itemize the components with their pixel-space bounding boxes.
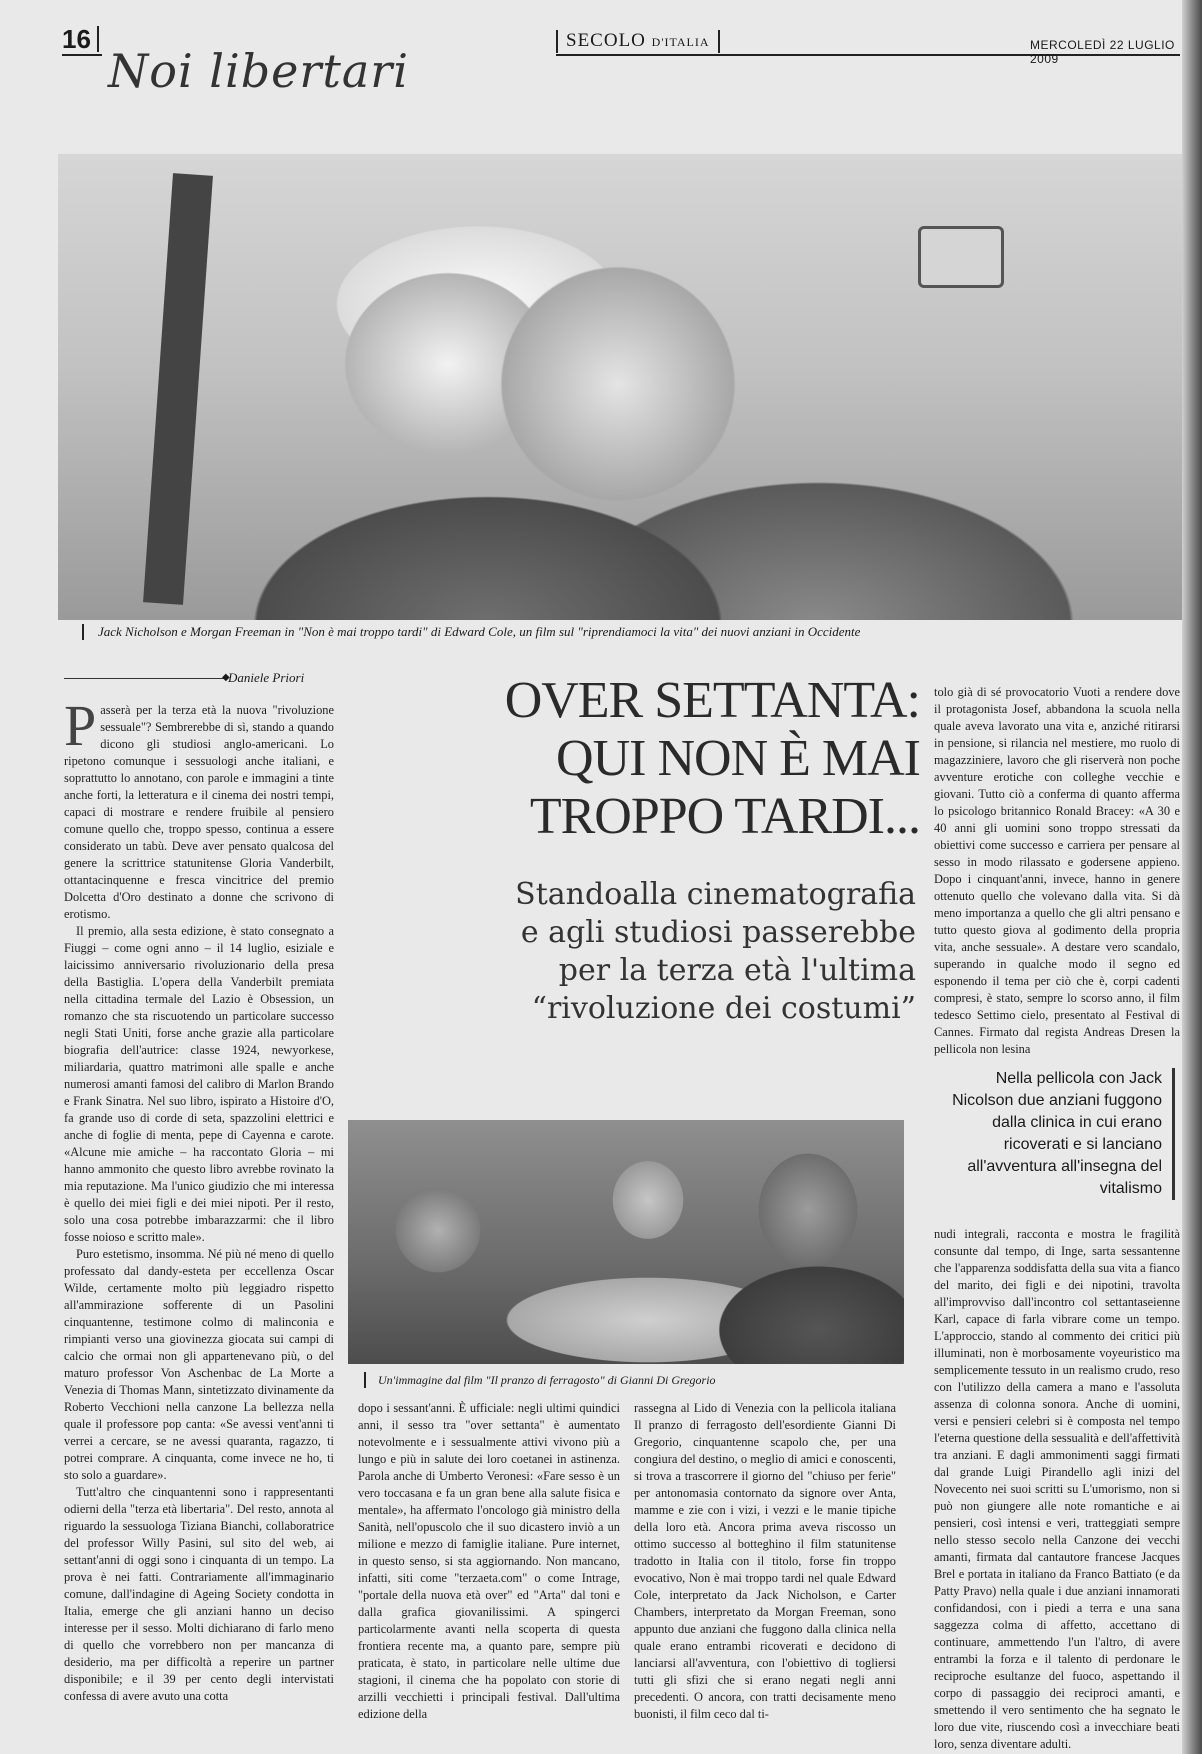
main-photo-caption: Jack Nicholson e Morgan Freeman in "Non è mai troppo tardi" di Edward Cole, un film sul "riprendiamoci la vita" dei nuovi anziani in Occidente <box>82 624 1098 640</box>
byline: Daniele Priori <box>228 670 305 685</box>
dateline: MERCOLEDÌ 22 LUGLIO 2009 <box>1030 38 1175 66</box>
paragraph: rassegna al Lido di Venezia con la pellicola italiana Il pranzo di ferragosto dell'esordiente Gianni Di Gregorio, cinquantenne scapolo che, per una congiura del destino, o meglio di amici e conoscenti, si trova a trascorrere il giorno del "chiuso per ferie" per antonomasia contornato da signore over Anta, mamme e zie con i vizi, i vezzi e le manie tipiche della loro età. Ancora prima aveva riscosso un ottimo successo al botteghino il film statunitense tradotto in Italia con il titolo, forse fin troppo evocativo, Non è mai troppo tardi nel quale Edward Cole, interpretato da Jack Nicholson, e Carter Chambers, interpretato da Morgan Freeman, sono appunto due anziani che fuggono dalla clinica nella quale erano entrambi ricoverati e decidono di lanciarsi all'avventura, con l'obiettivo di togliersi tutti gli sfizi che si erano negati negli anni precedenti. O ancora, con tratti decisamente meno buonisti, il film ceco dal ti- <box>634 1401 896 1721</box>
section-title: Noi libertari <box>108 44 409 98</box>
headline <box>440 672 920 846</box>
byline-rule <box>64 678 224 679</box>
photo-rifle-shape <box>143 173 213 605</box>
pull-quote: Nella pellicola con Jack Nicolson due anziani fuggono dalla clinica in cui erano ricoverati e si lanciano all'avventura all'insegna del vitalismo <box>946 1068 1175 1200</box>
article-column-right-top <box>934 684 1180 1056</box>
paragraph: asserà per la terza età la nuova "rivoluzione sessuale"? Sembrerebbe di sì, stando a quando dicono gli studiosi anglo-americani. Lo ripetono comunque i sessuologi anche italiani, e soprattutto lo annotano, con parole e immagini a tinte anche forti, la letteratura e il cinema dei nostri tempi, capaci di mostrare e rendere fruibile al pensiero comune quello che, troppo spesso, continua a essere considerato un tabù. Deve aver pensato qualcosa del genere la scrittrice statunitense Gloria Vanderbilt, ottantacinquenne e fresca vincitrice del premio Dolcetta d'Oro destinato a donne che scrivono di erotismo. <box>64 703 334 921</box>
masthead-main: SECOLO <box>566 30 646 51</box>
subhead-line-4: “rivoluzione dei costumi” <box>531 991 916 1026</box>
paragraph: nudi integrali, racconta e mostra le fragilità consunte dal tempo, di Inge, sarta sessantenne che l'apparenza soddisfatta della sua vita a fianco del marito, dei figli e dei nipotini, travolta all'improvviso dall'incontro col settantaseienne Karl, capace di farla vibrare come un tempo. L'approccio, stando al commento dei critici più illuminati, non è morbosamente voyeuristico ma semplicemente tessuto in un realismo crudo, reso con l'utilizzo della camera a mano e l'assoluta assenza di colonna sonora. Anche di uomini, versi e pensieri celebri si è composta nel tempo l'eterna questione della sessualità e dell'affettività tra anziani. E dagli ammonimenti saggi firmati dal grande Luigi Pirandello agli inizi del Novecento nei suoi scritti su L'umorismo, non si può non giungere alle note romantiche e ai pensieri, così intensi e veri, tratteggiati sempre nello stesso secolo nella Canzone dei vecchi amanti, firmata dal cantautore francese Jacques Brel e portata in italiano da Franco Battiato (e da Patty Pravo) nella quale i due anziani innamorati confidandosi, con i piedi a terra e una sana saggezza colma di affetto, accettano di continuare, ammettendo l'un l'altro, di avere entrambi la forza e il talento di perdonare le reciproche esultanze del fuoco, aspettando il corpo di passaggio dei reciproci amanti, e smettendo il vero sentimento che ha segnato le loro due vite, riuscendo così a invecchiare beati loro, senza diventare adulti. <box>934 1227 1180 1751</box>
paragraph: Puro estetismo, insomma. Né più né meno di quello professato dal dandy-esteta per eccellenza Oscar Wilde, certamente molto più leggiadro rispetto all'ammirazione sofferente di un Pasolini cinquantenne, testimone colmo di malinconia e rimpianti verso una giovinezza giocata sui campi di calcio che ormai non gli appartenevano più, o del maturo professor Von Aschenbac de La Morte a Venezia di Thomas Mann, sintetizzato divinamente da Roberto Vecchioni nella canzone La bellezza nella quale il professore pop canta: «Se avessi vent'anni ti verrei a cercare, se ne avessi quaranta, ragazzo, ti potrei comprare. A cinquanta, come invece ne ho, ti sto solo a guardare». <box>64 1247 334 1482</box>
subhead <box>456 876 916 1028</box>
headline-line-3: TROPPO TARDI... <box>529 788 920 845</box>
photo-camera-shape <box>918 226 1004 288</box>
article-column-right-bottom <box>934 1226 1180 1751</box>
article-column-4 <box>634 1400 896 1724</box>
paragraph: dopo i sessant'anni. È ufficiale: negli ultimi quindici anni, il sesso tra "over settanta" è aumentato notevolmente e i sessualmente attivi vivono più a lungo e più in salute dei loro coetanei in astinenza. Parola anche di Umberto Veronesi: «Fare sesso è un vero toccasana e fa un gran bene alla salute fisica e mentale», ha affermato l'oncologo già ministro della Sanità, nell'opuscolo che il suo dicastero inviò a un milione e mezzo di famiglie italiane. Pure internet, in questo senso, si sta aggiornando. Non mancano, infatti, siti come "terzaeta.com" o come Intrage, "portale della nuova età over" ed "Arta" dal toni e dalla grafica giovanilissimi. A spingerci particolarmente avanti nella scoperta di questa frontiera recente ma, a quanto pare, sempre più praticata, è stato, in particolare nelle ultime due stagioni, il cinema che ha popolato con storie di arzilli vecchietti i principali festival. Dall'ultima edizione della <box>358 1401 620 1721</box>
subhead-line-2: e agli studiosi passerebbe <box>520 915 916 950</box>
masthead <box>556 30 720 53</box>
page-spine-shadow <box>1182 0 1202 1754</box>
second-photo <box>348 1120 904 1364</box>
headline-line-2: QUI NON È MAI <box>556 730 920 787</box>
page-number: 16 <box>62 26 99 52</box>
drop-cap: P <box>64 693 97 758</box>
second-photo-caption: Un'immagine dal film "Il pranzo di ferragosto" di Gianni Di Gregorio <box>364 1372 898 1388</box>
paragraph: Il premio, alla sesta edizione, è stato consegnato a Fiuggi – come ogni anno – il 14 luglio, esiziale e laicissimo anniversario rivoluzionario della presa della Bastiglia. L'opera della Vanderbilt premiata nella cittadina termale del Lazio è Obsession, un romanzo che sta riscuotendo un particolare successo negli Stati Uniti, forse anche grazie alla particolare biografia dell'autrice: classe 1924, newyorkese, miliardaria, quattro matrimoni alle spalle e anche numerosi amanti famosi del calibro di Marlon Brando e Frank Sinatra. Nel suo libro, ispirato a Histoire d'O, fa grande uso di corde di seta, spazzolini elettrici e anche di foglie di menta, pepe di Cayenna e carote. «Alcune mie amiche – ha raccontato Gloria – mi hanno ammonito che questo libro avrebbe rovinato la mia reputazione. Ma l'unico giudizio che mi interessa è quello dei miei figli e dei miei nipoti. Per il resto, solo una cosa potrebbe imbarazzarmi: che il libro fosse noioso e scritto male». <box>64 924 334 1244</box>
main-photo <box>58 154 1182 620</box>
paragraph: tolo già di sé provocatorio Vuoti a rendere dove il protagonista Josef, abbandona la scuola nella quale aveva lavorato una vita e, anziché ritirarsi in pensione, si rilancia nel mestiere, mo ruolo di magazziniere, lavoro che gli riserverà non poche avventure erotiche con colleghe vecchie e giovani. Tutto ciò a conferma di quanto afferma lo psicologo britannico Ronald Bracey: «A 30 e 40 anni gli uomini sono troppo stressati da obiettivi come successo e carriera per pensare al sesso in modo rilassato e godersene appieno. Dopo i cinquant'anni, invece, hanno in genere ottenuto quello che volevano dalla vita. Si dà meno importanza a quello che gli altri pensano e tutto questo giova al godimento della propria vita, anche sessuale». A destare vero scandalo, superando in qualche modo il segno ed esponendo il tema per ciò che è, corpi cadenti compresi, è stato, sempre lo scorso anno, il film tedesco Settimo cielo, presentato al Festival di Cannes. Firmato dal regista Andreas Dresen la pellicola non lesina <box>934 685 1180 1056</box>
paragraph: Tutt'altro che cinquantenni sono i rappresentanti odierni della "terza età libertaria". Del resto, annota al riguardo la sessuologa Tiziana Bianchi, collaboratrice del professor Willy Pasini, sul sito del web, ai settant'anni di oggi sono i cinquanta di un tempo. La prova è nei fatti. Contrariamente all'immaginario comune, dall'indagine di Ageing Society condotta in Italia, emerge che gli anziani hanno un deciso interesse per il sesso. Molti dichiarano di farlo meno di quello che vorrebbero non per mancanza di desiderio, ma per difficoltà a reperire un partner disponibile; e il 39 per cento degli intervistati confessa di avere avuto una cotta <box>64 1485 334 1703</box>
page-number-rule <box>62 54 102 56</box>
byline-diamond-icon: ◆ <box>222 672 230 683</box>
subhead-line-3: per la terza età l'ultima <box>558 953 916 988</box>
masthead-small: D'ITALIA <box>651 35 710 49</box>
article-column-3 <box>358 1400 620 1724</box>
headline-line-1: OVER SETTANTA: <box>504 672 920 729</box>
article-column-1 <box>64 693 334 1722</box>
subhead-line-1: Standoalla cinematografia <box>515 877 916 912</box>
